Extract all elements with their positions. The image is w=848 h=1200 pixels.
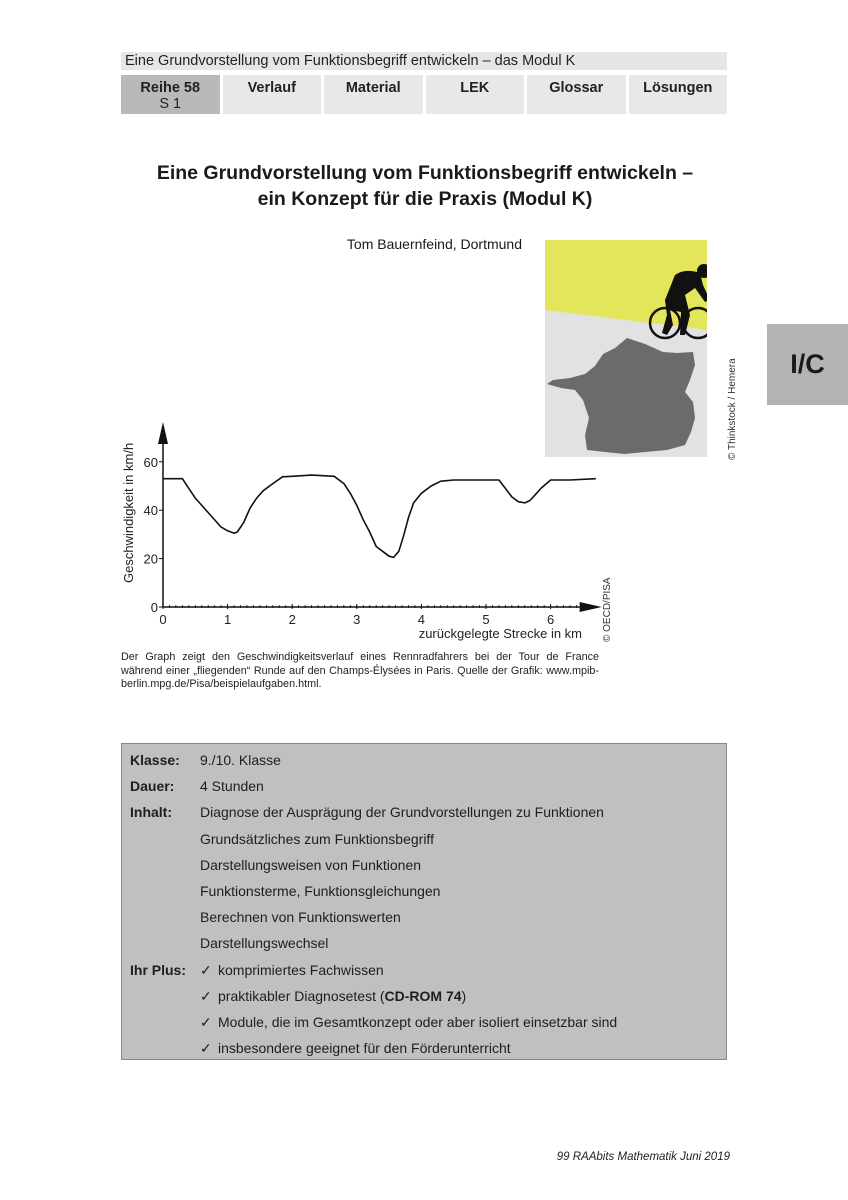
speed-chart	[110, 420, 620, 650]
nav-reihe-label: Reihe 58	[140, 80, 201, 96]
photo-credit: © Thinkstock / Hemera	[727, 358, 738, 460]
chart-caption: Der Graph zeigt den Geschwindigkeitsverlauf eines Rennradfahrers bei der Tour de France während einer „fliegenden“ Runde auf den Champs-Élysées in Paris. Quelle der Grafik: www.mpib-berlin.mpg.de/Pisa/beispielaufgaben.html.	[121, 651, 599, 690]
nav-glossar-label: Glossar	[549, 80, 604, 96]
footer-source: 99 RAAbits Mathematik Juni 2019	[556, 1151, 730, 1163]
series-title-bar: Eine Grundvorstellung vom Funktionsbegriff entwickeln – das Modul K	[121, 52, 727, 70]
section-tab[interactable]: I/C	[767, 324, 848, 405]
x-tick-label: 4	[417, 612, 426, 627]
chart-credit: © OECD/PISA	[602, 577, 613, 642]
nav-loesungen[interactable]	[629, 75, 728, 114]
x-axis-label: zurückgelegte Strecke in km	[418, 626, 582, 641]
info-value: Darstellungsweisen von Funktionen	[200, 856, 422, 873]
info-value: Diagnose der Ausprägung der Grundvorstellungen zu Funktionen	[200, 804, 604, 821]
checkmark-icon: ✓	[200, 961, 212, 978]
x-tick-label: 1	[223, 612, 232, 627]
author: Tom Bauernfeind, Dortmund	[346, 236, 522, 252]
info-value: Darstellungswechsel	[200, 935, 329, 952]
nav-glossar[interactable]	[527, 75, 626, 114]
info-value: Berechnen von Funktionswerten	[200, 909, 401, 926]
nav-reihe-page: S 1	[159, 96, 182, 112]
info-box	[121, 743, 727, 1060]
plus-value	[200, 987, 466, 1005]
nav-loesungen-label: Lösungen	[643, 80, 713, 96]
info-value: 9./10. Klasse	[200, 752, 281, 768]
plus-text: praktikabler Diagnosetest (	[218, 987, 385, 1004]
x-tick-label: 6	[546, 612, 555, 627]
plus-label: Ihr Plus:	[130, 961, 187, 978]
x-axis-arrow-icon	[580, 602, 602, 612]
info-value: 4 Stunden	[200, 778, 264, 795]
nav-verlauf-label: Verlauf	[247, 80, 296, 96]
checkmark-icon: ✓	[200, 1014, 212, 1030]
title-line-1: Eine Grundvorstellung vom Funktionsbegriff entwickeln –	[156, 162, 694, 184]
info-value: Funktionsterme, Funktionsgleichungen	[200, 883, 441, 899]
info-label: Klasse:	[130, 752, 180, 768]
checkmark-icon: ✓	[200, 987, 212, 1004]
page-title	[100, 160, 750, 212]
nav-material-label: Material	[345, 80, 401, 96]
title-line-2: ein Konzept für die Praxis (Modul K)	[257, 188, 593, 210]
nav-lek[interactable]	[426, 75, 525, 114]
nav-material[interactable]	[324, 75, 423, 114]
nav-reihe[interactable]	[121, 75, 220, 114]
info-value: Grundsätzliches zum Funktionsbegriff	[200, 830, 434, 847]
x-tick-label: 3	[353, 612, 361, 627]
speed-series-line	[163, 475, 596, 557]
plus-text: Module, die im Gesamtkonzept oder aber isoliert einsetzbar sind	[218, 1014, 618, 1030]
y-axis-arrow-icon	[158, 422, 168, 444]
nav-row	[121, 75, 727, 114]
x-tick-label: 2	[288, 612, 296, 627]
x-tick-label: 5	[482, 612, 490, 627]
y-tick-label: 0	[150, 600, 158, 615]
info-label: Dauer:	[130, 778, 175, 795]
plus-value	[200, 1013, 617, 1031]
x-tick-label: 0	[159, 612, 167, 627]
plus-text-end: )	[461, 987, 467, 1004]
plus-bold: CD-ROM 74	[384, 987, 462, 1004]
y-tick-label: 20	[143, 551, 158, 567]
plus-value	[200, 961, 384, 979]
nav-lek-label: LEK	[460, 80, 490, 96]
y-tick-label: 60	[143, 454, 158, 470]
y-axis-label: Geschwindigkeit in km/h	[121, 442, 136, 583]
info-label: Inhalt:	[130, 804, 172, 821]
y-tick-label: 40	[143, 503, 158, 519]
plus-text: insbesondere geeignet für den Förderunterricht	[218, 1040, 511, 1057]
plus-value	[200, 1039, 511, 1057]
nav-verlauf[interactable]	[223, 75, 322, 114]
plus-text: komprimiertes Fachwissen	[218, 961, 384, 978]
checkmark-icon: ✓	[200, 1040, 212, 1057]
